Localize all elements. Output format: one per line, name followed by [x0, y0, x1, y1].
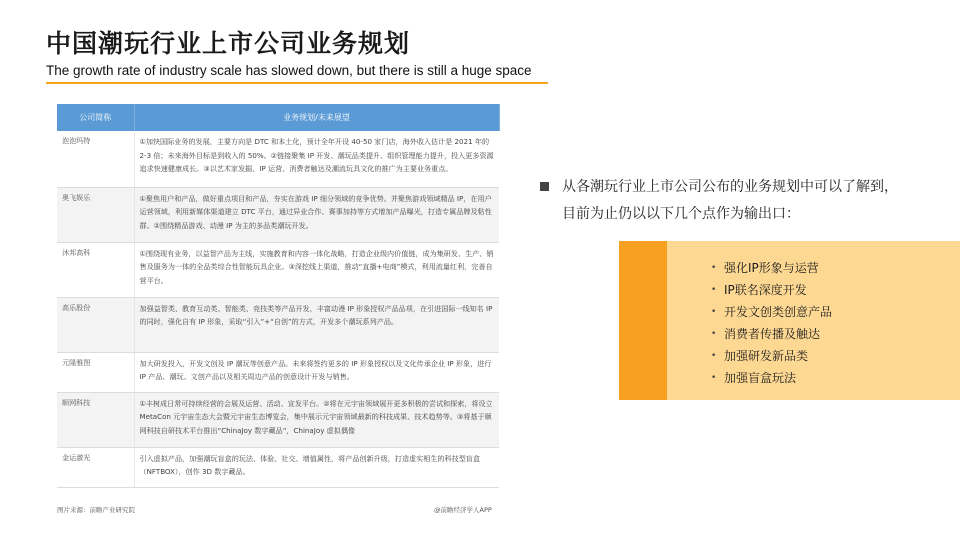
plan-cell: ①丰树成日常可持续经营的会展及运营、活动、宣发平台。②将在元宇宙领域展开更多积极的尝试和探索，将设立 MetaCon 元宇宙生态大会暨元宇宙生态博览会，集中展示元宇宙领域最新的科技成果、技术趋势等。③将基于顺网科技自研技术平台推出“ChinaJoy 数字藏品”，ChinaJoy 虚拟偶像: [134, 392, 499, 447]
table-header-row: [57, 104, 499, 131]
dot-bullet-icon: •: [711, 307, 717, 317]
plan-cell: ①围绕现有业务，以益智产品为主线，实施教育和内容一体化战略，打造企业级内价值链，成为集研发、生产、销售及服务为一体的全品类综合性智能玩具企业。③深挖线上渠道，推动“直播+电商”模式，利用流量红利，完善自营平台。: [134, 242, 499, 297]
plan-cell: ①聚焦用户和产品，做好重点项目和产品，夯实在游戏 IP 细分领域的竞争优势。并聚焦游戏领域精品 IP，在用户运营领域，利用新媒体渠道建立 DTC 平台，通过异业合作、赛事加持等方式增加产品曝光，打造专属品牌及粘性群。②围绕精品游戏、动漫 IP 为主的多品类潮玩开发。: [134, 187, 499, 242]
column-header-plan: 业务规划/未来展望: [134, 104, 499, 131]
plan-cell: 加大研发投入，开发文创及 IP 潮玩等创意产品。未来将签约更多的 IP 形象授权以及文化传承企业 IP 形象，进行 IP 产品、潮玩、文创产品以及相关周边产品的创意设计开发与销售。: [134, 352, 499, 392]
company-cell: 金运激光: [57, 447, 134, 487]
plan-cell: 引入虚拟产品，加强潮玩盲盒的玩法、体验、社交、增值属性，将产品创新升级，打造虚实相生的科技型盲盒（NFTBOX），创作 3D 数字藏品。: [134, 447, 499, 487]
company-cell: 高乐股份: [57, 297, 134, 352]
accent-bar: [619, 241, 667, 400]
table-row: [57, 352, 499, 392]
list-item: • 开发文创类创意产品: [711, 301, 832, 323]
company-cell: 顺网科技: [57, 392, 134, 447]
image-source: 图片来源：前瞻产业研究院: [57, 506, 135, 514]
list-item: • 加强盲盒玩法: [711, 367, 832, 389]
key-points-list: [711, 257, 832, 389]
dot-bullet-icon: •: [711, 263, 717, 273]
company-cell: 泡泡玛特: [57, 131, 134, 187]
table-row: [57, 447, 499, 487]
summary-intro-line-1: 从各潮玩行业上市公司公布的业务规划中可以了解到，: [562, 179, 898, 195]
column-header-company: 公司简称: [57, 104, 134, 131]
dot-bullet-icon: •: [711, 285, 717, 295]
title-divider: [46, 82, 548, 84]
list-item: • 消费者传播及触达: [711, 323, 832, 345]
table-row: [57, 392, 499, 447]
plan-cell: 加强益智类、教育互动类、智能类、竞技类等产品开发，丰富动漫 IP 形象授权产品品项，在引进国际一线知名 IP 的同时，强化自有 IP 形象，采取“引入”+“自创”的方式，开发多个潮玩系列产品。: [134, 297, 499, 352]
table-row: [57, 131, 499, 187]
company-cell: 奥飞娱乐: [57, 187, 134, 242]
business-plan-table: [57, 104, 499, 488]
summary-intro-line-2: 目前为止仍以以下几个点作为输出口：: [562, 206, 800, 222]
dot-bullet-icon: •: [711, 351, 717, 361]
table-row: [57, 242, 499, 297]
table-row: [57, 187, 499, 242]
list-item: • 加强研发新品类: [711, 345, 832, 367]
list-item: • 强化IP形象与运营: [711, 257, 832, 279]
dot-bullet-icon: •: [711, 373, 717, 383]
page-title: 中国潮玩行业上市公司业务规划: [46, 29, 411, 58]
plan-cell: ①加快国际业务的发展，主要方向是 DTC 和本土化，预计全年开设 40-50 家门店，海外收入估计是 2021 年的 2-3 倍；未来海外目标是到收入的 50%。②链接聚集 IP 开发、潮玩品类提升、组织管理能力提升，投入更多资源追求快速健康成长。③以艺术家发掘、IP 运营、消费者触达及潮流玩具文化的推广为主要业务重点。: [134, 131, 499, 187]
summary-intro: [540, 174, 910, 228]
company-cell: 沐邦高科: [57, 242, 134, 297]
page-subtitle: The growth rate of industry scale has slowed down, but there is still a huge space: [46, 63, 532, 78]
source-watermark: @前瞻经济学人APP: [434, 506, 492, 514]
list-item: • IP联名深度开发: [711, 279, 832, 301]
company-cell: 元隆雅图: [57, 352, 134, 392]
square-bullet-icon: [540, 182, 549, 191]
table-row: [57, 297, 499, 352]
dot-bullet-icon: •: [711, 329, 717, 339]
